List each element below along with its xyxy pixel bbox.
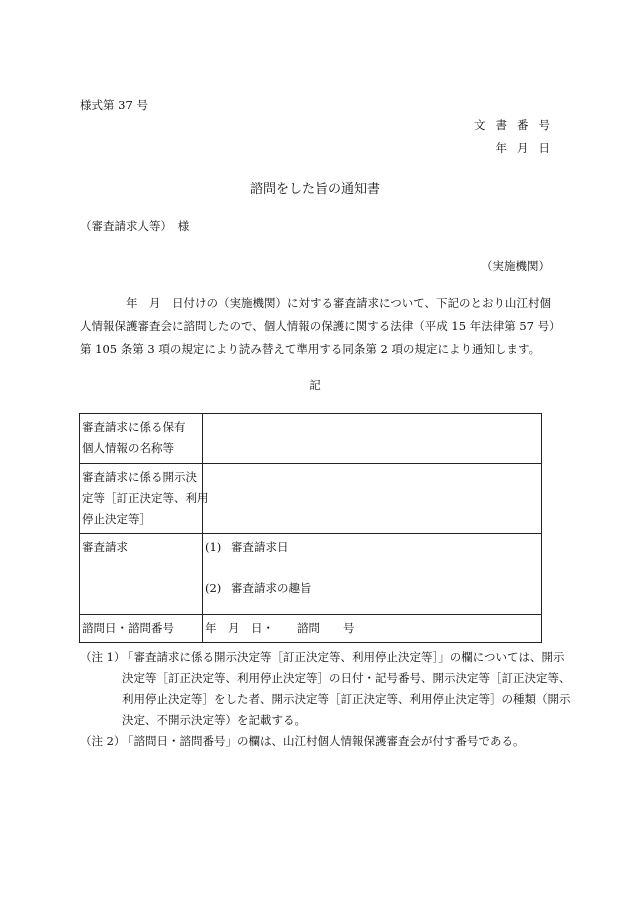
body-line: 第 105 条第 3 項の規定により読み替えて準用する同条第 2 項の規定により通知します。 — [80, 342, 541, 356]
row-label-record-name: 審査請求に係る保有 個人情報の名称等 — [80, 414, 203, 464]
document-number-label: 文書番号 — [474, 118, 560, 132]
table-row — [80, 464, 542, 534]
note-label: （注 2） — [80, 734, 126, 748]
row-value-record-name — [203, 414, 542, 464]
body-line: 年 月 日付けの（実施機関）に対する審査請求について、下記のとおり山江村個 — [80, 296, 552, 310]
row-label-review-request: 審査請求 — [80, 534, 203, 615]
review-request-item: (1) 審査請求日 — [205, 540, 289, 554]
row-label-consultation-date: 諮問日・諮問番号 — [80, 615, 203, 643]
table-row — [80, 615, 542, 643]
sender-agency: （実施機関） — [481, 259, 550, 273]
ki-heading: 記 — [309, 378, 321, 392]
row-label-disclosure-decision: 審査請求に係る開示決 定等［訂正決定等、利用 停止決定等］ — [80, 464, 203, 534]
table-row — [80, 534, 542, 615]
addressee: （審査請求人等） 様 — [80, 219, 190, 233]
row-value-consultation-date: 年 月 日・ 諮問 号 — [203, 615, 542, 643]
note-label: （注 1） — [80, 650, 126, 664]
document-title: 諮問をした旨の通知書 — [249, 182, 380, 197]
body-text — [80, 292, 561, 361]
details-table — [79, 413, 542, 643]
form-number: 様式第 37 号 — [80, 98, 148, 112]
body-line: 人情報保護審査会に諮問したので、個人情報の保護に関する法律（平成 15 年法律第 57 号） — [80, 319, 561, 333]
row-value-review-request — [203, 534, 542, 615]
table-row — [80, 414, 542, 464]
note-text: 「審査請求に係る開示決定等［訂正決定等、利用停止決定等］」の欄については、開示 決定等［訂正決定等、利用停止決定等］の日付・記号番号、開示決定等［訂正決定等、 利用停止決定等］をした者、開示決定等［訂正決定等、利用停止決定等］の種類（開示 決定、不開示決定等）を記載する。 — [122, 650, 571, 727]
date-label: 年月日 — [495, 141, 560, 155]
review-request-item: (2) 審査請求の趣旨 — [205, 581, 312, 595]
note-text: 「諮問日・諮問番号」の欄は、山江村個人情報保護審査会が付す番号である。 — [122, 734, 525, 748]
row-value-disclosure-decision — [203, 464, 542, 534]
